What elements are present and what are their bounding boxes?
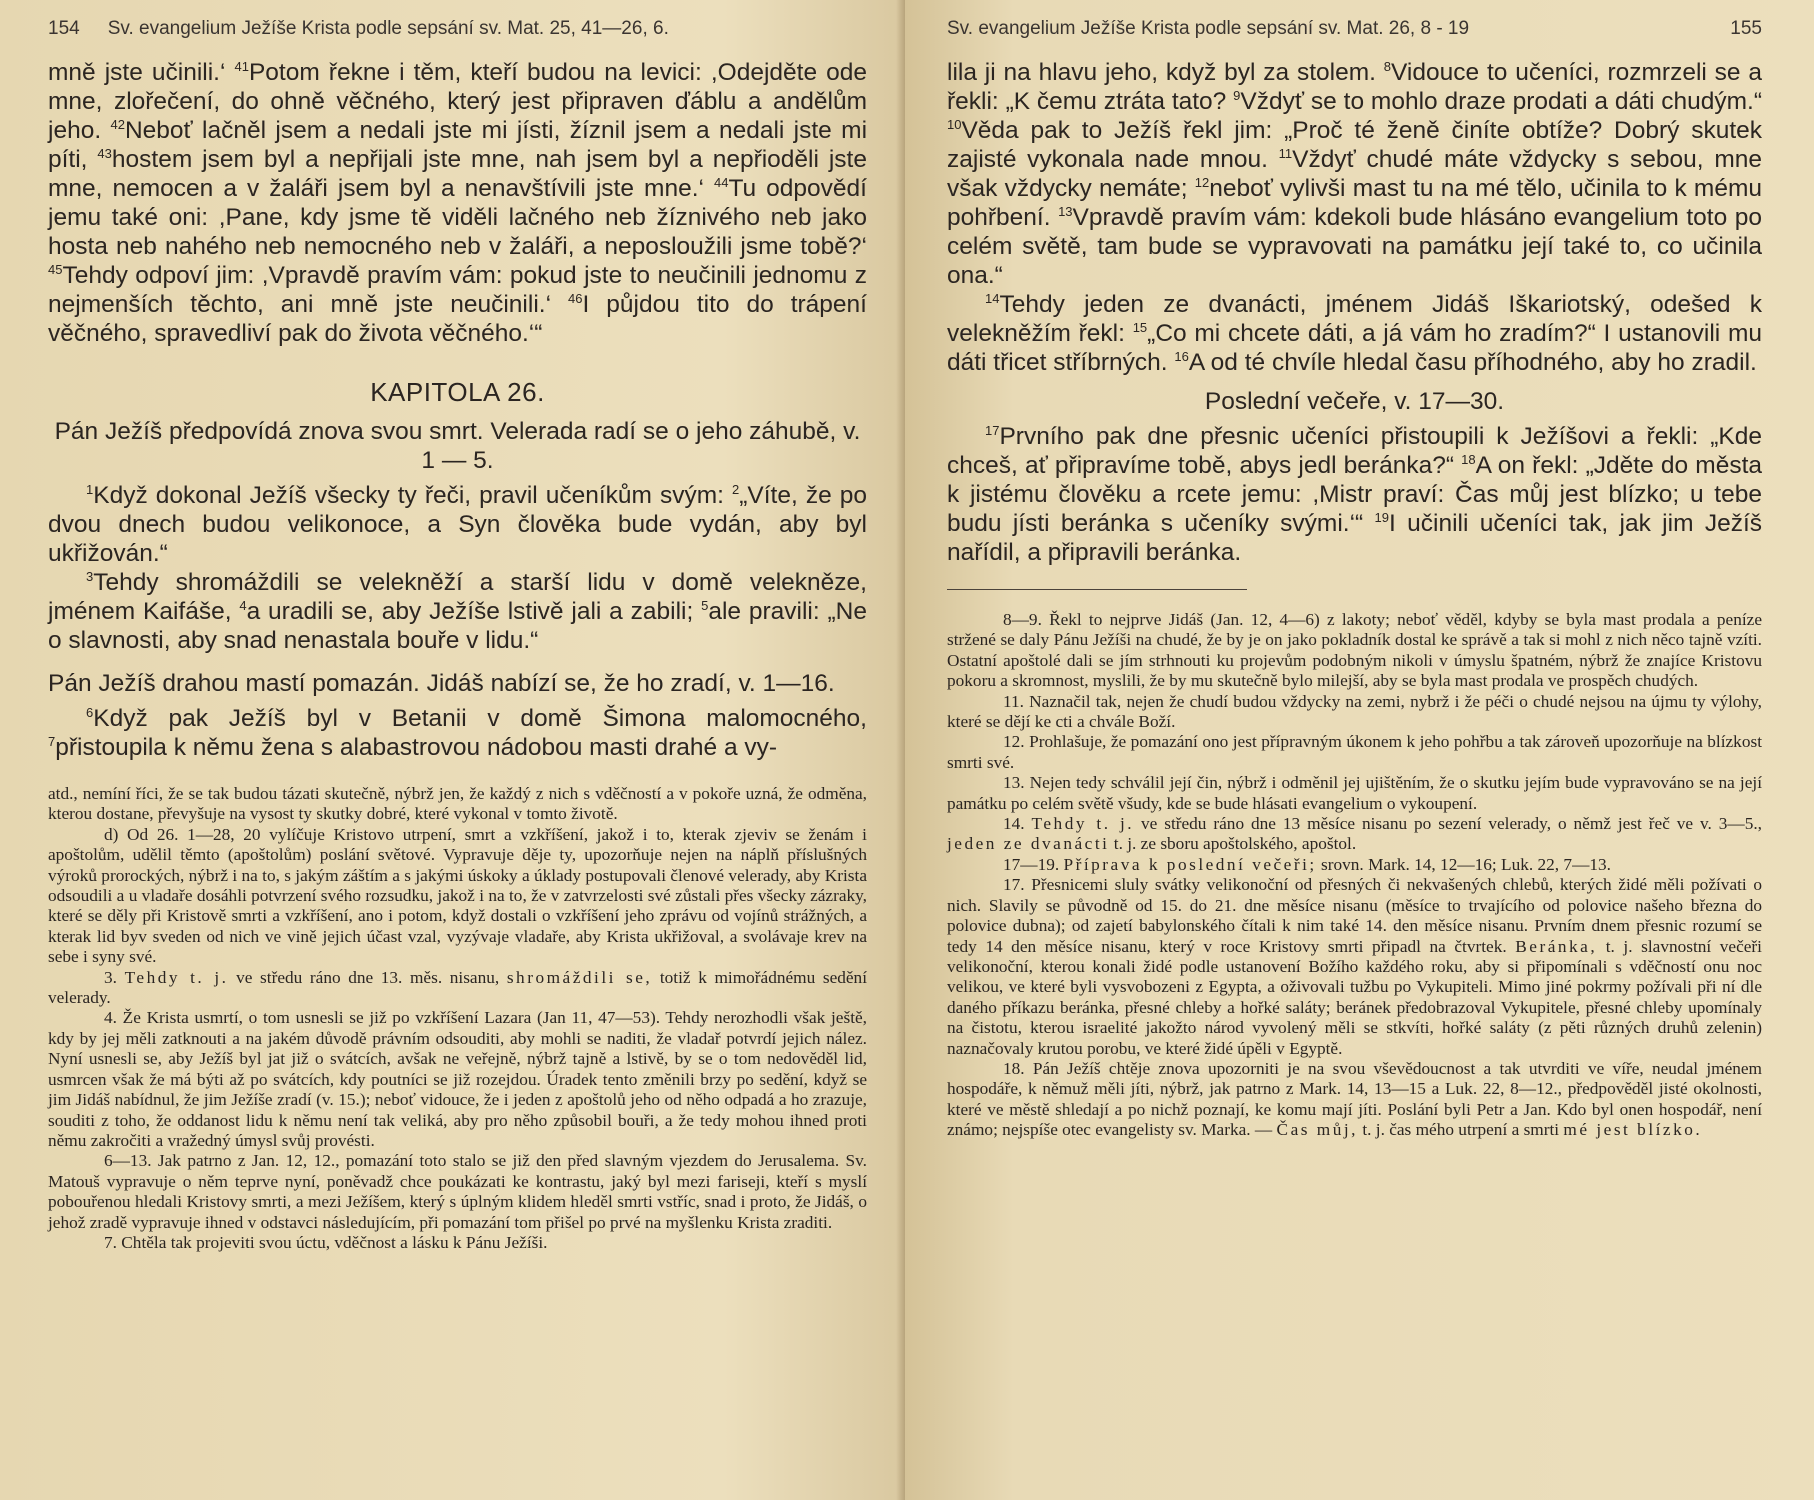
verse-number: 7 (48, 733, 56, 749)
section-heading: Pán Ježíš drahou mastí pomazán. Jidáš nabízí se, že ho zradí, v. 1—16. (48, 670, 835, 697)
verse-number: 6 (86, 704, 94, 720)
chapter-heading: KAPITOLA 26. (370, 377, 545, 407)
section-heading: Poslední večeře, v. 17—30. (1204, 388, 1505, 415)
footnote: 11. Naznačil tak, nejen že chudí budou vždycky na zemi, nybrž i že péči o chudé nejsou na újmu ty výlohy, které se dějí ke cti a chvále Boží. (947, 691, 1762, 732)
verse-number: 5 (701, 597, 709, 613)
footnote: 3. Tehdy t. j. ve středu ráno dne 13. měs. nisanu, shromáždili se, totiž k mimořádnému sedění velerady. (48, 967, 867, 1008)
running-title: Sv. evangelium Ježíše Krista podle sepsání sv. Mat. 25, 41—26, 6. (107, 18, 669, 39)
left-body-text (48, 58, 867, 762)
page-number: 154 (48, 18, 80, 39)
verse-number: 19 (1374, 509, 1389, 525)
paragraph: $^3$Tehdy shromáždili se velekněží a starší lidu v domě velekněze, jménem Kaifáše, $^4$a uradili se, aby Ježíše lstivě jali a zabili; $^5$ale pravili: „Ne o slavnosti, aby snad nenastala bouře v lidu.“ (48, 568, 867, 654)
verse-number: 8 (1383, 58, 1392, 74)
footnote: 17. Přesnicemi sluly svátky velikonoční od přesných či nekvašených chlebů, kterých židé měli požívati o nich. Slavily se původně od 15. do 21. dne měsíce nisanu (měsíce to trvajícího od polovice našeho března do polovice dubna); od zajetí babylonského čítali k nim také 14. den měsíce nisanu. Prvním dnem přesnic rozumí se tedy 14 den měsíce nisanu, který v roce Kristovy smrti připadl na čtvrtek. Beránka, t. j. slavnostní večeři velikonoční, kterou konali židé podle ustanovení Božího každého roku, aby si připomínali s vděčností onu noc velikou, ve které byli vysvobozeni z Egypta, a oživovali tužbu po Vykupiteli. Mimo jiné pokrmy požívali při ní dle daného příkazu beránka, přesné chleby a hořké saláty; beránek předobrazoval Vykupitele, přesné chleby upomínaly na čistotu, kterou israelité jakožto národ vyvolený měli se stkvíti, hořké saláty (z pěti různých druhů zelenin) naznačovaly krutou porobu, ve které židé úpěli v Egyptě. (947, 875, 1762, 1058)
paragraph: mně jste učinili.‘ $^{41}$Potom řekne i těm, kteří budou na levici: ,Odejděte ode mne, zlořečení, do ohně věčného, který jest připraven ďáblu a andělům jeho. $^{42}$Neboť lačněl jsem a nedali jste mi jísti, žíznil jsem a nedali jste mi píti, $^{43}$hostem jsem byl a nepřijali jste mne, nah jsem byl a nepřioděli jste mne, nemocen a v žaláři jsem byl a nenavštívili jste mne.‘ $^{44}$Tu odpovědí jemu také oni: ,Pane, kdy jsme tě viděli lačného neb žíznivého neb jako hosta neb nahého neb nemocného neb v žaláři, a neposloužili jsme tobě?‘ $^{45}$Tehdy odpoví jim: ,Vpravdě pravím vám: pokud jste to neučinili jednomu z nejmenších těchto, ani mně jste neučinili.‘ $^{46}$I půjdou tito do trápení věčného, spravedliví pak do života věčného.‘“ (48, 58, 868, 347)
footnote: 14. Tehdy t. j. ve středu ráno dne 13 měsíce nisanu po sezení velerady, o němž jest řeč ve v. 3—5., jeden ze dvanácti t. j. ze sboru apoštolského, apoštol. (947, 814, 1762, 854)
paragraph: $^1$Když dokonal Ježíš všecky ty řeči, pravil učeníkům svým: $^2$„Víte, že po dvou dnech budou velikonoce, a Syn člověka bude vydán, aby byl ukřižován.“ (48, 481, 867, 567)
verse-number: 16 (1174, 348, 1189, 364)
footnote: 7. Chtěla tak projeviti svou úctu, vděčnost a lásku k Pánu Ježíši. (104, 1232, 548, 1252)
verse-number: 41 (234, 58, 249, 74)
verse-number: 10 (947, 116, 962, 132)
verse-number: 18 (1461, 451, 1476, 467)
paragraph: $^{14}$Tehdy jeden ze dvanácti, jménem Jidáš Iškariotský, odešed k velekněžím řekl: $^{15}$„Co mi chcete dáti, a já vám ho zradím?“ I ustanovili mu dáti třicet stříbrných. $^{16}$A od té chvíle hledal času příhodného, aby ho zradil. (947, 290, 1762, 376)
verse-number: 12 (1194, 174, 1210, 190)
verse-number: 42 (110, 116, 125, 132)
footnote: 18. Pán Ježíš chtěje znova upozorniti je na svou vševědoucnost a tak utvrditi ve víře, neudal jménem hospodáře, k němuž měli jíti, nýbrž, jak patrno z Mark. 14, 13—15 a Luk. 22, 8—12., předpověděl jisté okolnosti, které ve městě shledají a po nichž poznají, ke komu mají jíti. Poslání byli Petr a Jan. Kdo byl onen hospodář, není známo; nejspíše otec evangelisty sv. Marka. — Čas můj, t. j. čas mého utrpení a smrti mé jest blízko. (947, 1058, 1762, 1140)
section-heading: Pán Ježíš předpovídá znova svou smrt. Velerada radí se o jeho záhubě, v. 1 — 5. (54, 418, 861, 474)
footnote: 8—9. Řekl to nejprve Jidáš (Jan. 12, 4—6) z lakoty; neboť věděl, kdyby se byla mast prodala a peníze stržené se daly Pánu Ježíši na chudé, že by je on jako pokladník dostal ke správě a tak si mohl z nich něco tajně vzíti. Ostatní apoštolé dali se jím strhnouti ku projevům podobným nikoli v úmyslu špatném, nýbrž že znajíce Kristovu pokoru a skromnost, myslili, že by mu skutečně bylo milejší, aby se byla mast prodala ve prospěch chudých. (947, 610, 1762, 691)
verse-number: 9 (1233, 87, 1241, 103)
verse-number: 1 (86, 481, 94, 497)
paragraph: lila ji na hlavu jeho, když byl za stolem. $^8$Vidouce to učeníci, rozmrzeli se a řekli: „K čemu ztráta tato? $^9$Vždyť se to mohlo draze prodati a dáti chudým.“ $^{10}$Věda pak to Ježíš řekl jim: „Proč té ženě činíte obtíže? Dobrý skutek zajisté vykonala nade mnou. $^{11}$Vždyť chudé máte vždycky s sebou, mne však vždycky nemáte; $^{12}$neboť vylivši mast tu na mé tělo, učinila to k mému pohřbení. $^{13}$Vpravdě pravím vám: kdekoli bude hlásáno evangelium toto po celém světě, tam bude se vypravovati na památku její také to, co učinila ona.“ (947, 58, 1763, 289)
footnote: d) Od 26. 1—28, 20 vylíčuje Kristovo utrpení, smrt a vzkříšení, jakož i to, kterak zjeviv se ženám i apoštolům, udělil těmto (apoštolům) poslání světové. Vypravuje děje ty, upozorňuje nejen na náplň příslušných výroků prorockých, nýbrž i na to, s jakým záštím a s jakými úskoky a úklady postupovali členové velerady, aby Krista odsoudili a u vladaře dosáhli potvrzení svého rozsudku, jakož i na to, že v zatvrzelosti své zůstali přes všecky zázraky, které se děly při Kristově smrti a vzkříšení, ano i potom, když dostali o vzkříšení jeho zprávu od vojínů strážných, a kterak lid byv sveden od nich ve vině jejich účast vzal, vyzývaje vladaře, aby Krista ukřižoval, a svolávaje krev na sebe i syny své. (48, 824, 867, 967)
footnote: 4. Že Krista usmrtí, o tom usnesli se již po vzkříšení Lazara (Jan 11, 47—53). Tehdy nerozhodli však ještě, kdy by jej měli zatknouti a na jakém důvodě právním odsouditi, aby mohli se naditi, že vladař potvrdí jejich nález. Nyní usnesli se, aby Ježíš byl jat již o svátcích, avšak ne veřejně, nýbrž tajně a lstivě, by se o tom nedověděl lid, usmrcen však že má býti až po svátcích, kdy poutníci se již rozejdou. Úradek tento změnili brzy po sedění, když se jim Jidáš nabídnul, že jim Ježíše zradí (v. 15.); neboť vidouce, že i jeden z apoštolů jeho od něho odpadá a ho zrazuje, souditi z toho, že oddanost lidu k němu není tak veliká, aby pro něho způsobil bouři, a že tedy mohou ihned proti němu zakročiti a vražedný úmysl svůj provésti. (48, 1008, 867, 1150)
footnote-divider (947, 589, 1247, 590)
left-footnotes (48, 784, 867, 1253)
left-running-head (48, 18, 867, 58)
verse-number: 14 (985, 290, 1000, 306)
page-number: 155 (1730, 18, 1762, 39)
footnote: 6—13. Jak patrno z Jan. 12, 12., pomazání toto stalo se již den před slavným vjezdem do Jerusalema. Sv. Matouš vypravuje o něm teprve nyní, poněvadž chce poukázati ke kontrastu, jaký byl mezi fariseji, kteří s myslí pobouřenou hledali Kristovy smrti, a mezi Ježíšem, který s úplným klidem hleděl smrti vstříc, snad i proto, že Jidáš, o jehož zradě vypravuje ihned v odstavci následujícím, při pomazání tom přišel po prvé na myšlenku Krista zraditi. (48, 1151, 867, 1232)
running-title: Sv. evangelium Ježíše Krista podle sepsání sv. Mat. 26, 8 - 19 (947, 18, 1470, 39)
footnote: atd., nemíní říci, že se tak budou tázati skutečně, nýbrž jen, že každý z nich s vděčností a v pokoře uzná, že odměna, kterou dostane, převyšuje na vysost ty skutky dobré, které vykonal v tomto životě. (48, 784, 867, 824)
verse-number: 13 (1058, 203, 1073, 219)
verse-number: 4 (239, 597, 247, 613)
verse-number: 15 (1132, 319, 1148, 335)
paragraph: $^6$Když pak Ježíš byl v Betanii v domě Šimona malomocného, $^7$přistoupila k němu žena s alabastrovou nádobou masti drahé a vy- (48, 704, 867, 761)
verse-number: 3 (86, 568, 94, 584)
verse-number: 45 (48, 261, 63, 277)
footnote: 13. Nejen tedy schválil její čin, nýbrž i odměnil jej ujištěním, že o skutku jejím bude vypravováno se na její památku po celém světě všudy, kde se bude hlásati evangelium o vykoupení. (947, 773, 1762, 813)
footnote: 17—19. Příprava k poslední večeři; srovn. Mark. 14, 12—16; Luk. 22, 7—13. (1003, 854, 1611, 874)
right-body-text (947, 58, 1762, 567)
verse-number: 11 (1278, 145, 1293, 161)
right-page (905, 0, 1814, 1500)
verse-number: 17 (985, 422, 1000, 438)
verse-number: 43 (97, 145, 112, 161)
paragraph: $^{17}$Prvního pak dne přesnic učeníci přistoupili k Ježíšovi a řekli: „Kde chceš, ať připravíme tobě, abys jedl beránka?“ $^{18}$A on řekl: „Jděte do města k jistému člověku a rcete jemu: ,Mistr praví: Čas můj jest blízko; u tebe budu jísti beránka s učeníky svými.‘“ $^{19}$I učinili učeníci tak, jak jim Ježíš nařídil, a připravili beránka. (947, 422, 1762, 566)
left-page (0, 0, 905, 1500)
footnote: 12. Prohlašuje, že pomazání ono jest přípravným úkonem k jeho pohřbu a tak zároveň upozorňuje na blízkost smrti své. (947, 732, 1762, 772)
right-footnotes (947, 610, 1762, 1141)
verse-number: 2 (732, 481, 740, 497)
verse-number: 44 (713, 174, 729, 190)
right-running-head (947, 18, 1762, 58)
verse-number: 46 (568, 290, 583, 306)
